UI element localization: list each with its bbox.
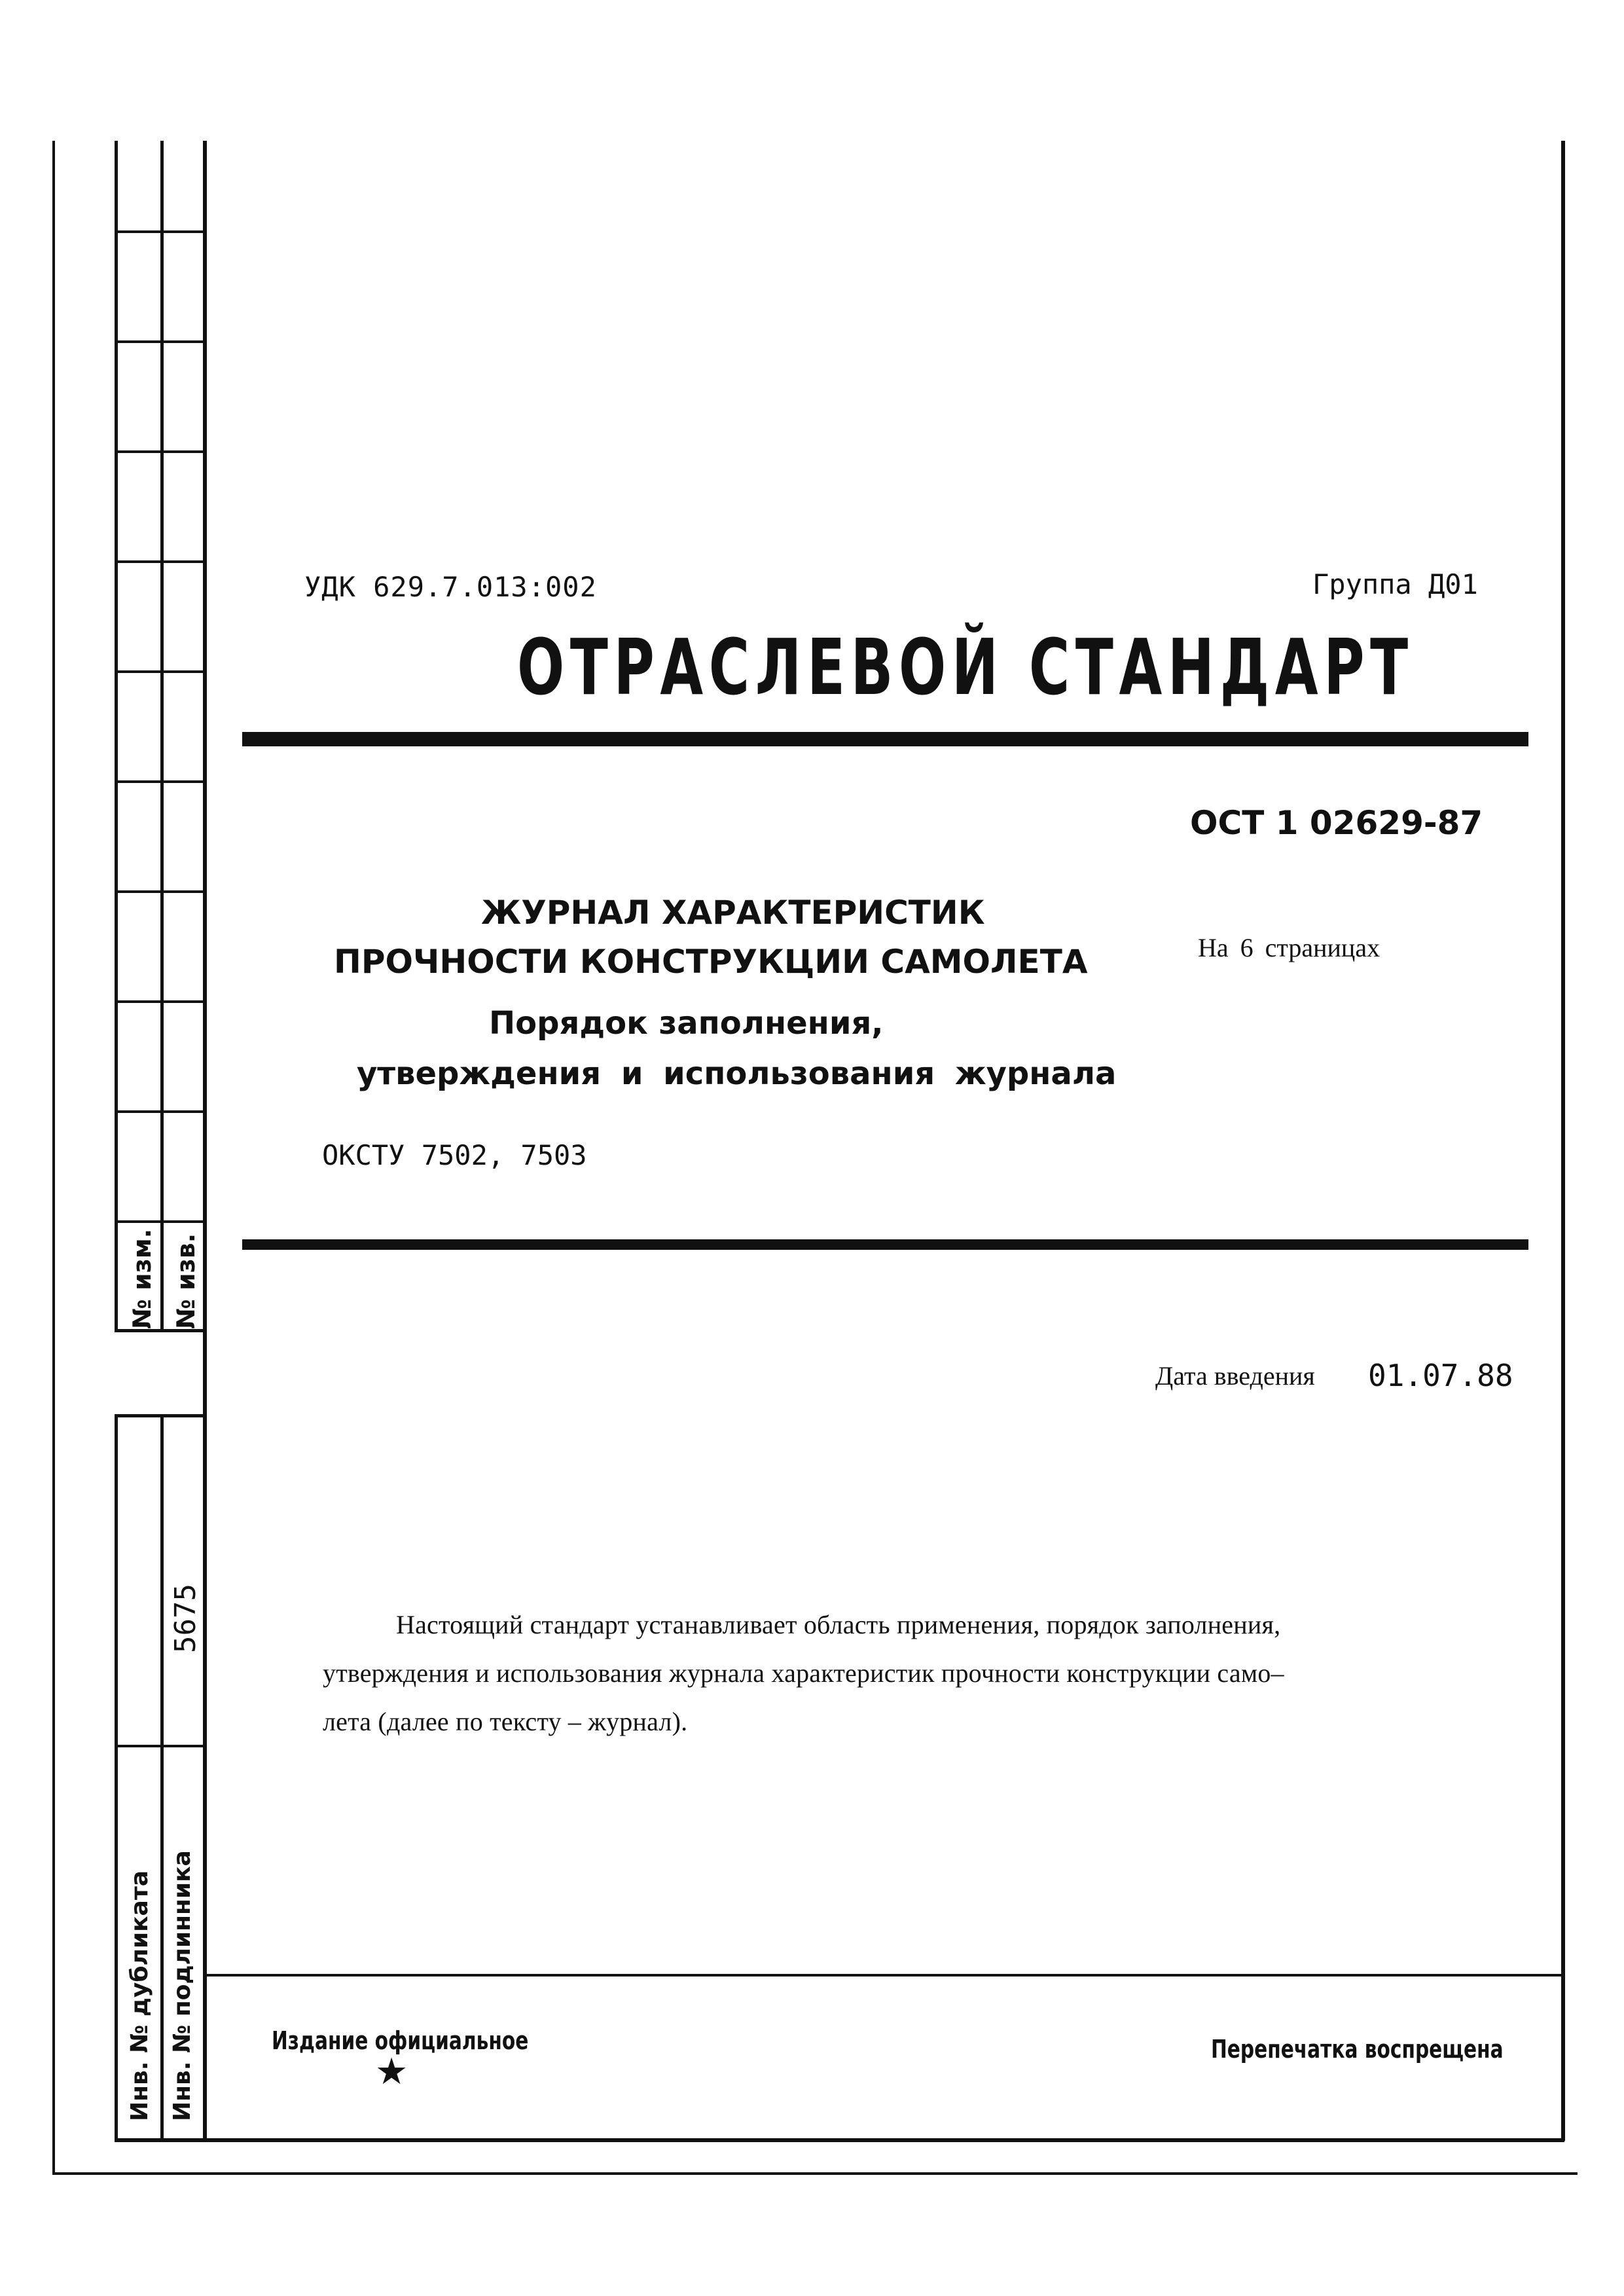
page-bottom-line: [52, 2172, 1578, 2175]
margin-cell-line: [115, 1000, 206, 1003]
oksty-code: ОКСТУ 7502, 7503: [322, 1139, 587, 1171]
intro-date-label: Дата введения: [1155, 1361, 1315, 1391]
margin-inv-dubl-label: Инв. № дубликата: [126, 1870, 153, 2121]
title-rule-bottom: [242, 1239, 1528, 1250]
margin-col-mid: [160, 141, 164, 1332]
margin-cell-line: [115, 450, 206, 453]
margin-lower-col-mid: [160, 1414, 164, 2141]
footer-separator: [203, 1974, 1564, 1977]
standard-code: ОСТ 1 02629-87: [1190, 804, 1483, 842]
standard-title-line2: ПРОЧНОСТИ КОНСТРУКЦИИ САМОЛЕТА: [334, 943, 1088, 981]
margin-cell-line: [115, 230, 206, 233]
margin-cell-line: [115, 340, 206, 343]
group-code: Группа Д01: [1312, 568, 1478, 600]
margin-cell-line: [115, 890, 206, 893]
page-count: На 6 страницах: [1198, 933, 1380, 962]
body-line-3: лета (далее по тексту – журнал).: [323, 1707, 688, 1736]
margin-izm-label: № изм.: [128, 1228, 156, 1329]
margin-inv-number: 5675: [169, 1584, 202, 1653]
title-rule-top: [242, 732, 1528, 746]
page-left-line: [52, 141, 55, 2174]
page-title: ОТРАСЛЕВОЙ СТАНДАРТ: [517, 622, 1414, 712]
frame-bottom-border: [115, 2138, 1564, 2142]
official-edition-label: Издание официальное: [272, 2026, 529, 2055]
standard-subtitle-line2: утверждения и использования журнала: [357, 1055, 1117, 1092]
body-line-1: Настоящий стандарт устанавливает область применения, порядок заполнения,: [396, 1610, 1281, 1639]
star-icon: ★: [375, 2050, 408, 2093]
udk-code: УДК 629.7.013:002: [304, 571, 597, 603]
margin-cell-line: [115, 1220, 206, 1223]
margin-col-left: [115, 141, 118, 1332]
margin-cell-line: [115, 780, 206, 783]
margin-cell-line: [115, 670, 206, 673]
margin-inv-podl-label: Инв. № подлинника: [169, 1850, 196, 2121]
margin-cell-line: [115, 1329, 206, 1332]
margin-izv-label: № изв.: [171, 1233, 200, 1329]
body-line-2: утверждения и использования журнала характеристик прочности конструкции само–: [323, 1658, 1284, 1688]
standard-subtitle-line1: Порядок заполнения,: [489, 1005, 884, 1042]
margin-lower-mid: [115, 1745, 206, 1747]
intro-date-value: 01.07.88: [1368, 1358, 1513, 1393]
margin-cell-line: [115, 560, 206, 563]
frame-right-border: [1561, 141, 1565, 2141]
reprint-prohibited-label: Перепечатка воспрещена: [1211, 2035, 1504, 2064]
margin-col-right: [203, 141, 207, 2142]
standard-title-line1: ЖУРНАЛ ХАРАКТЕРИСТИК: [481, 894, 985, 932]
margin-lower-col-left: [115, 1414, 118, 2141]
margin-cell-line: [115, 1110, 206, 1113]
